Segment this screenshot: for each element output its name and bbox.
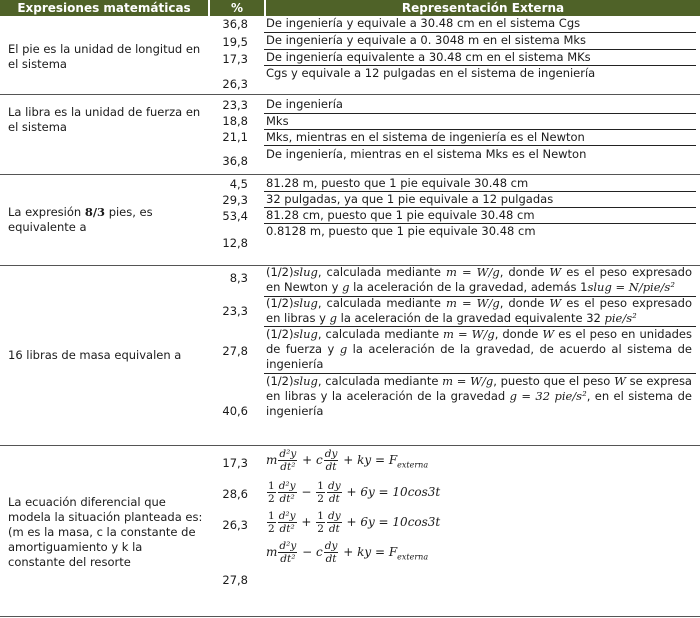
- pct-5d: 27,8: [222, 573, 248, 587]
- row-separator: [0, 174, 700, 175]
- equation-b: [266, 480, 440, 505]
- pct-4d: 40,6: [222, 404, 248, 418]
- question-3-pre: La expresión: [8, 205, 82, 219]
- eqb-op: −: [301, 485, 312, 499]
- question-3-math: 8/3: [84, 205, 106, 219]
- opt4b-t1: (1/2): [266, 296, 294, 310]
- opt4b-eq: m = W/g: [446, 296, 500, 310]
- opt4d-geq: g = 32 pie/s²: [509, 389, 587, 403]
- eqc-frac1: [278, 510, 297, 535]
- num: 1: [268, 480, 275, 492]
- num: d²y: [279, 448, 297, 460]
- den: dt²: [279, 493, 295, 505]
- num: d²y: [279, 540, 297, 552]
- eqa-frac1: [278, 448, 297, 473]
- opt4b-W: W: [549, 296, 562, 310]
- eqc-frac2: [327, 510, 342, 535]
- den: 2: [317, 493, 324, 505]
- pct-5b: 28,6: [222, 487, 248, 501]
- question-3-post: pies, es equivalente a: [8, 205, 153, 234]
- pct-1b: 19,5: [222, 35, 248, 49]
- opt4b-t4: , donde: [499, 296, 550, 310]
- den: dt²: [280, 461, 296, 473]
- opt4d-t6: , en el sistema de ingeniería: [266, 389, 692, 418]
- opt4d-t3: , calculada mediante: [317, 374, 443, 388]
- eqd-op: −: [302, 545, 313, 559]
- opt4a-t4: , donde: [499, 265, 550, 279]
- question-2: La libra es la unidad de fuerza en el sistema: [8, 105, 201, 134]
- opt4c-t1: (1/2): [266, 327, 294, 341]
- eqd-F: F: [388, 545, 398, 559]
- eqa-ky: + ky =: [343, 453, 389, 467]
- num: dy: [327, 510, 341, 522]
- header-representation: Representación Externa: [266, 0, 700, 16]
- opt4a-W: W: [549, 265, 562, 279]
- num: d²y: [278, 480, 296, 492]
- question-1: El pie es la unidad de longitud en el sistema: [8, 42, 201, 71]
- question-3: [8, 205, 203, 235]
- option-1a: De ingeniería y equivale a 30.48 cm en el sistema Cgs: [266, 16, 581, 30]
- equation-d: [266, 540, 428, 565]
- opt4c-g: g: [339, 342, 348, 356]
- opt4b-slug: slug: [293, 296, 318, 310]
- num: dy: [324, 540, 338, 552]
- opt4b-t6: la aceleración de la gravedad equivalente 32: [336, 311, 605, 325]
- pct-1a: 36,8: [222, 17, 248, 31]
- option-4d: [266, 374, 692, 419]
- eqc-half1: [267, 510, 276, 535]
- option-4c: [266, 327, 692, 372]
- opt4a-t5: es el peso expresado en Newton y: [266, 265, 692, 294]
- eqb-half1: [267, 480, 276, 505]
- num: d²y: [278, 510, 296, 522]
- opt4c-t3: , calculada mediante: [317, 327, 444, 341]
- pct-2a: 23,3: [222, 98, 248, 112]
- num: 1: [317, 480, 324, 492]
- equation-a: [266, 448, 428, 473]
- pct-4b: 23,3: [222, 304, 248, 318]
- eqb-half2: [316, 480, 325, 505]
- pct-3d: 12,8: [222, 236, 248, 250]
- opt4d-t1: (1/2): [266, 374, 294, 388]
- opt4d-t4: , puesto que el peso: [493, 374, 615, 388]
- option-2c: Mks, mientras en el sistema de ingeniería es el Newton: [266, 130, 585, 144]
- option-2b: Mks: [266, 114, 289, 128]
- divider: [264, 145, 696, 146]
- opt4d-eq: m = W/g: [442, 374, 494, 388]
- eqd-ky: + ky =: [343, 545, 389, 559]
- opt4d-slug: slug: [293, 374, 318, 388]
- opt4a-t3: , calculada mediante: [317, 265, 447, 279]
- eqa-c: c: [315, 453, 323, 467]
- option-3a: 81.28 m, puesto que 1 pie equivale 30.48 cm: [266, 176, 529, 190]
- eqd-c: c: [315, 545, 323, 559]
- option-4a: [266, 265, 692, 295]
- opt4a-t6: la aceleración de la gravedad, además 1: [349, 280, 588, 294]
- opt4b-t5: es el peso expresado en libras y: [266, 296, 692, 325]
- option-1c: De ingeniería equivalente a 30.48 cm en el sistema MKs: [266, 50, 591, 64]
- row-separator: [0, 445, 700, 446]
- den: dt: [325, 553, 337, 565]
- pct-5c: 26,3: [222, 518, 248, 532]
- row-separator: [0, 616, 700, 617]
- option-4b: [266, 296, 692, 326]
- opt4b-g: g: [329, 311, 337, 325]
- pct-1c: 17,3: [222, 52, 248, 66]
- den: dt²: [279, 523, 295, 535]
- eqb-frac2: [327, 480, 342, 505]
- question-4: 16 libras de masa equivalen a: [8, 348, 182, 362]
- opt4a-eq: m = W/g: [446, 265, 500, 279]
- pct-2b: 18,8: [222, 114, 248, 128]
- eqd-frac2: [324, 540, 339, 565]
- pct-5a: 17,3: [222, 456, 248, 470]
- row-separator: [0, 94, 700, 95]
- eqd-ext: externa: [397, 552, 429, 562]
- eqa-frac2: [324, 448, 339, 473]
- question-5: La ecuación diferencial que modela la situación planteada es: (m es la masa, c la constante de amortiguamiento y k la constante del resorte: [8, 495, 203, 569]
- den: 2: [268, 493, 275, 505]
- option-3c: 81.28 cm, puesto que 1 pie equivale 30.48 cm: [266, 208, 535, 222]
- option-3d: 0.8128 m, puesto que 1 pie equivale 30.48 cm: [266, 224, 536, 238]
- opt4a-t1: (1/2): [266, 265, 294, 279]
- pct-3c: 53,4: [222, 209, 248, 223]
- opt4c-t6: la aceleración de la gravedad, de acuerdo al sistema de ingeniería: [266, 342, 692, 371]
- eqc-op: +: [301, 515, 312, 529]
- eqb-rhs: + 6y = 10cos3t: [346, 485, 441, 499]
- pct-1d: 26,3: [222, 77, 248, 91]
- option-2a: De ingeniería: [266, 97, 343, 111]
- eqc-half2: [316, 510, 325, 535]
- option-1b: De ingeniería y equivale a 0. 3048 m en el sistema Mks: [266, 33, 587, 47]
- den: dt²: [280, 553, 296, 565]
- header-expressions: Expresiones matemáticas: [0, 0, 208, 16]
- eqb-frac1: [278, 480, 297, 505]
- den: dt: [325, 461, 337, 473]
- opt4c-slug: slug: [293, 327, 318, 341]
- eqd-frac1: [278, 540, 297, 565]
- eqa-op: +: [302, 453, 313, 467]
- eqd-m: m: [266, 545, 278, 559]
- num: dy: [327, 480, 341, 492]
- den: 2: [268, 523, 275, 535]
- pct-3b: 29,3: [222, 193, 248, 207]
- opt4b-unit: pie/s²: [604, 311, 637, 325]
- option-1d: Cgs y equivale a 12 pulgadas en el sistema de ingeniería: [266, 66, 596, 80]
- den: dt: [328, 523, 340, 535]
- equation-c: [266, 510, 440, 535]
- opt4b-t3: , calculada mediante: [317, 296, 447, 310]
- opt4d-W: W: [614, 374, 626, 388]
- opt4c-eq: m = W/g: [443, 327, 495, 341]
- num: 1: [268, 510, 275, 522]
- eqc-rhs: + 6y = 10cos3t: [346, 515, 441, 529]
- opt4c-W: W: [542, 327, 555, 341]
- option-3b: 32 pulgadas, ya que 1 pie equivale a 12 pulgadas: [266, 192, 554, 206]
- opt4a-slug-unit: slug = N/pie/s²: [587, 280, 675, 294]
- eqa-ext: externa: [397, 460, 429, 470]
- num: dy: [324, 448, 338, 460]
- pct-2c: 21,1: [222, 130, 248, 144]
- opt4d-t5: se expresa en libras y la aceleración de la gravedad: [266, 374, 692, 403]
- num: 1: [317, 510, 324, 522]
- pct-4a: 8,3: [229, 271, 248, 285]
- header-percent: %: [210, 0, 264, 16]
- eqa-F: F: [388, 453, 398, 467]
- den: dt: [328, 493, 340, 505]
- pct-2d: 36,8: [222, 154, 248, 168]
- option-2d: De ingeniería, mientras en el sistema Mks es el Newton: [266, 147, 587, 161]
- eqa-m: m: [266, 453, 278, 467]
- opt4c-t5: es el peso en unidades de fuerza y: [266, 327, 692, 356]
- den: 2: [317, 523, 324, 535]
- pct-3a: 4,5: [229, 177, 248, 191]
- opt4a-slug: slug: [293, 265, 318, 279]
- pct-4c: 27,8: [222, 344, 248, 358]
- opt4c-t4: , donde: [494, 327, 543, 341]
- opt4a-g: g: [342, 280, 350, 294]
